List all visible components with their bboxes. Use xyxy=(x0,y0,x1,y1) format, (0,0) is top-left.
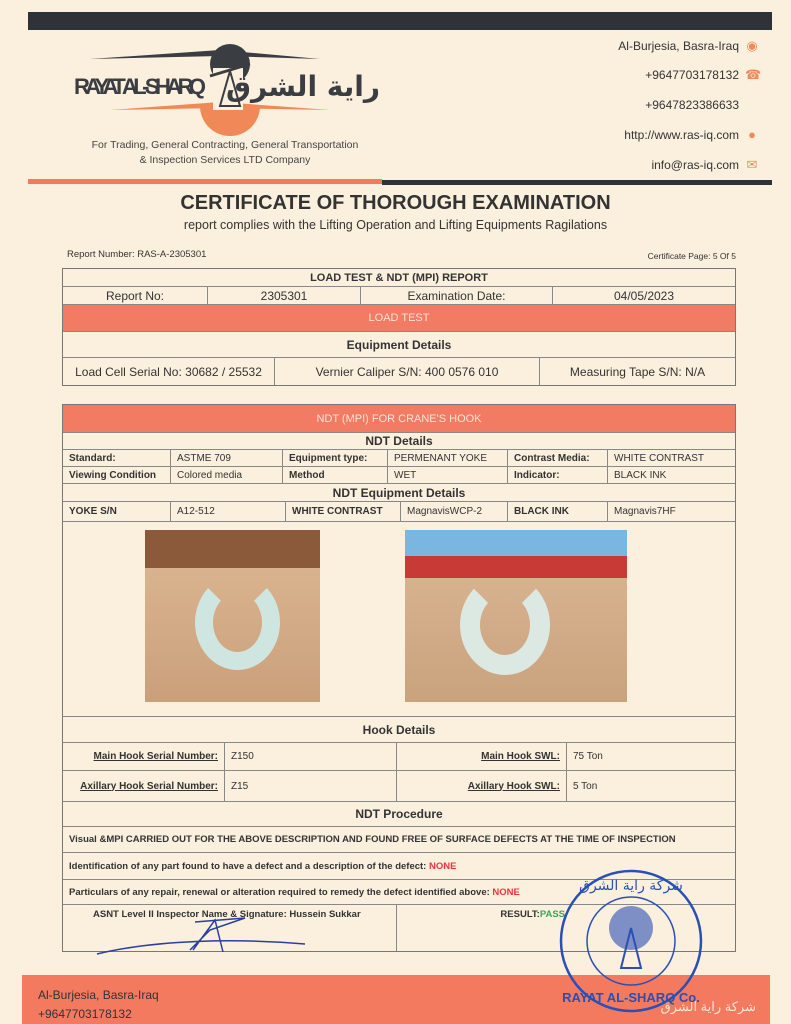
divider-dark xyxy=(382,180,772,185)
ndt-result_label: RESULT: xyxy=(500,909,540,920)
ndt-r1-5: WHITE CONTRAST xyxy=(614,452,704,464)
contact-email[interactable] xyxy=(651,158,759,172)
ndt-r1-3: PERMENANT YOKE xyxy=(388,450,508,466)
ndt-r3-2: WHITE CONTRAST xyxy=(286,502,401,521)
logo-text-arabic: راية الشرق xyxy=(225,70,380,103)
company-tagline xyxy=(70,138,380,168)
load-report_no: 2305301 xyxy=(208,287,361,304)
footer-phone: +9647703178132 xyxy=(38,1007,132,1021)
header-contacts-4-text: info@ras-iq.com xyxy=(651,158,739,172)
ndt-r3-4: BLACK INK xyxy=(508,502,608,521)
ndt-r3-5: Magnavis7HF xyxy=(614,506,676,517)
header-contacts-0-text: Al-Burjesia, Basra-Iraq xyxy=(618,39,739,53)
load-report_no_label: Report No: xyxy=(63,287,208,304)
ndt-visual: Visual &MPI CARRIED OUT FOR THE ABOVE DESCRIPTION AND FOUND FREE OF SURFACE DEFECTS AT THE TIME OF INSPECTION xyxy=(69,834,676,845)
load-tape: Measuring Tape S/N: N/A xyxy=(569,364,706,379)
logo-text-latin: RAYAT AL-SHARQ xyxy=(74,74,206,99)
ndt-repair_value: NONE xyxy=(492,886,520,898)
globe-icon: ● xyxy=(748,127,756,142)
hook-photo-1 xyxy=(145,530,320,702)
ndt-main_swl: 75 Ton xyxy=(573,751,603,762)
inspector-signature xyxy=(95,910,315,960)
header-tagline_line2: & Inspection Services LTD Company xyxy=(139,154,311,166)
header-tagline_line1: For Trading, General Contracting, General Transportation xyxy=(91,139,359,151)
load-equipment_details: Equipment Details xyxy=(346,337,452,352)
photo-row xyxy=(63,522,735,717)
ndt-r1-4: Contrast Media: xyxy=(508,450,608,466)
header-contacts-2-text: +9647823386633 xyxy=(645,98,739,112)
ndt-r2-2: Method xyxy=(283,467,388,483)
certificate-page: Certificate Page: 5 Of 5 xyxy=(647,251,736,261)
ndt-aux_swl_label: Axillary Hook SWL: xyxy=(467,780,560,792)
ndt-equipment-row xyxy=(63,502,735,522)
load-exam_date_label: Examination Date: xyxy=(361,287,553,304)
phone-icon: ☎ xyxy=(745,67,762,82)
ndt-r2-1: Colored media xyxy=(171,467,283,483)
ndt-aux_swl: 5 Ton xyxy=(573,780,598,792)
contact-website[interactable] xyxy=(624,128,759,142)
location-pin-icon: ◉ xyxy=(746,38,758,53)
load-test-table xyxy=(62,268,736,386)
hook-photo-2 xyxy=(405,530,627,702)
mail-icon: ✉ xyxy=(746,157,758,172)
company-logo xyxy=(70,36,390,146)
svg-text:شركة راية الشرق: شركة راية الشرق xyxy=(579,878,683,894)
ndt-equip_details: NDT Equipment Details xyxy=(332,485,466,500)
ndt-ident_value: NONE xyxy=(428,860,457,872)
top-bar xyxy=(28,12,772,30)
company-stamp xyxy=(558,868,704,1014)
load-section: LOAD TEST xyxy=(63,305,735,331)
footer-arabic: شركة راية الشرق xyxy=(660,999,756,1014)
inspector-name: ASNT Level II Inspector Name & Signature: Hussein Sukkar xyxy=(63,905,397,951)
page-title: CERTIFICATE OF THOROUGH EXAMINATION xyxy=(180,192,611,214)
contact-address xyxy=(618,39,759,53)
ndt-ident_label: Identification of any part found to have a defect and a description of the defect: xyxy=(69,860,427,872)
ndt-r3-0: YOKE S/N xyxy=(63,502,171,521)
header-contacts-3-text: http://www.ras-iq.com xyxy=(624,128,739,142)
ndt-r3-3: MagnavisWCP-2 xyxy=(401,502,508,521)
load-load_cell: Load Cell Serial No: 30682 / 25532 xyxy=(63,358,275,385)
contact-phone-1 xyxy=(645,67,762,82)
ndt-r2-5: BLACK INK xyxy=(614,469,667,481)
ndt-r1-0: Standard: xyxy=(63,450,171,466)
footer-address: Al-Burjesia, Basra-Iraq xyxy=(38,988,159,1002)
ndt-row-2 xyxy=(63,467,735,484)
header-contacts-1-text: +9647703178132 xyxy=(645,68,739,82)
ndt-aux_serial: Z15 xyxy=(225,771,397,801)
page-subtitle: report complies with the Lifting Operation and Lifting Equipments Ragilations xyxy=(183,218,608,232)
load-vernier: Vernier Caliper S/N: 400 0576 010 xyxy=(275,358,540,385)
svg-text:RAYAT AL-SHARQ Co.: RAYAT AL-SHARQ Co. xyxy=(562,990,700,1005)
ndt-main_serial: Z150 xyxy=(225,743,397,770)
divider-orange xyxy=(28,179,382,184)
ndt-aux_serial_label: Axillary Hook Serial Number: xyxy=(80,780,218,792)
load-exam_date: 04/05/2023 xyxy=(613,288,675,303)
ndt-r2-0: Viewing Condition xyxy=(63,467,171,483)
load-title: LOAD TEST & NDT (MPI) REPORT xyxy=(310,271,488,284)
ndt-r2-3: WET xyxy=(388,467,508,483)
ndt-title: NDT (MPI) FOR CRANE'S HOOK xyxy=(63,405,735,432)
ndt-r1-2: Equipment type: xyxy=(283,450,388,466)
report-number: Report Number: RAS-A-2305301 xyxy=(67,249,207,260)
ndt-r3-1: A12-512 xyxy=(171,502,286,521)
ndt-hook_details: Hook Details xyxy=(362,722,436,737)
ndt-result_value: PASS xyxy=(539,909,565,920)
ndt-repair_label: Particulars of any repair, renewal or alteration required to remedy the defect identified above: xyxy=(69,886,490,898)
contact-phone-2 xyxy=(645,98,759,112)
ndt-main_swl_label: Main Hook SWL: xyxy=(481,751,560,762)
ndt-r1-1: ASTME 709 xyxy=(171,450,283,466)
ndt-main_serial_label: Main Hook Serial Number: xyxy=(93,751,218,762)
ndt-details: NDT Details xyxy=(365,434,433,448)
ndt-r2-4: Indicator: xyxy=(508,467,608,483)
ndt-procedure: NDT Procedure xyxy=(355,807,443,821)
ndt-row-1 xyxy=(63,450,735,467)
